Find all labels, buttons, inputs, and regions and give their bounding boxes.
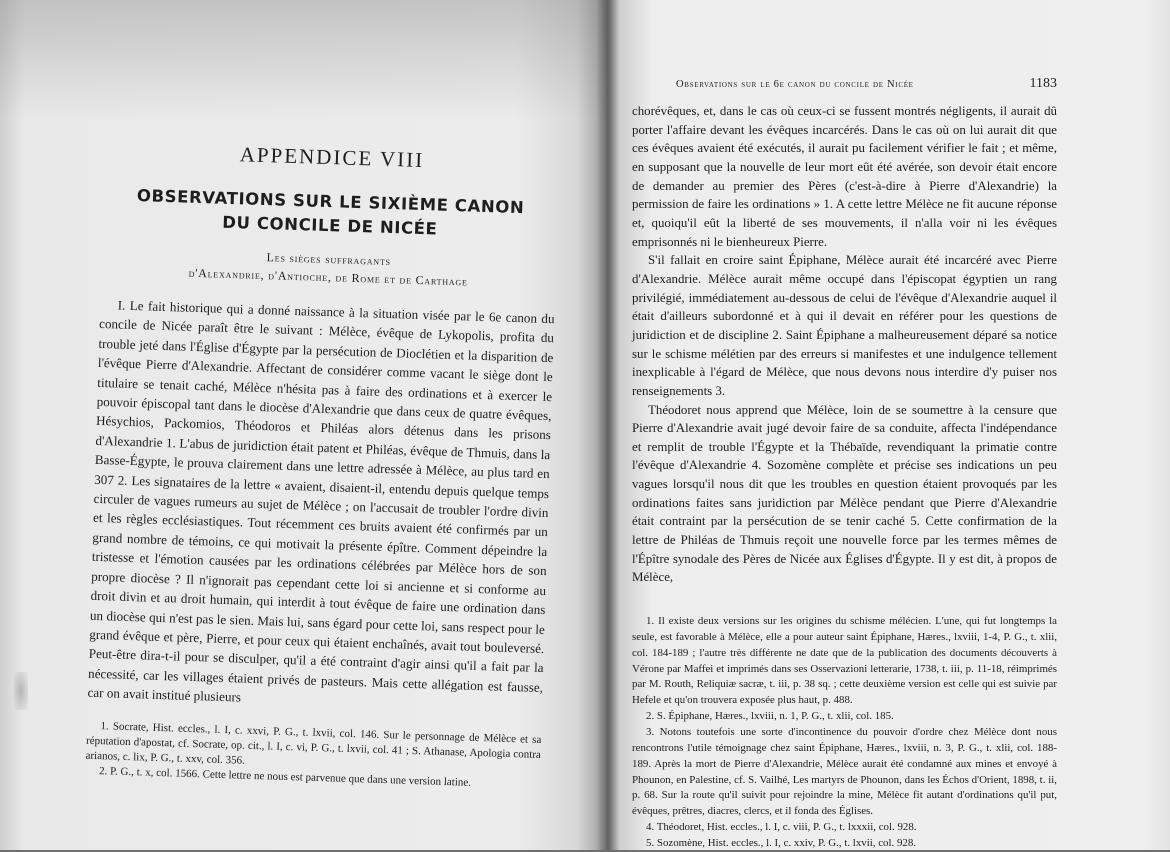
appendix-title: APPENDICE VIII: [239, 142, 425, 173]
page-crease: [14, 672, 28, 710]
right-body-text: [632, 102, 1057, 587]
chapter-title-line-1: OBSERVATIONS SUR LE SIXIÈME CANON: [136, 186, 525, 218]
subtitle-line-2: d'Alexandrie, d'Antioche, de Rome et de Carthage: [188, 265, 468, 289]
left-page-content: [85, 138, 560, 793]
running-head: [632, 74, 1057, 96]
footnote: 1. Il existe deux versions sur les origines du schisme mélécien. L'une, qui fut longtemps la seule, est favorable à Mélèce, elle a pour auteur saint Épiphane, Hæres., lxviii, 1-4, P. G., t. xlii, col. 184-189 ; l'autre très différente ne date que de la publication des documents découverts à Vérone par Maffei et imprimés dans ses Osservazioni letterarie, 1738, t. iii, p. 11-18, réimprimés par M. Routh, Reliquiæ sacræ, t. iii, p. 38 sq. ; cette deuxième version est celle qui est suivie par Hefele et qu'on trouvera exposée plus haut, p. 488.: [632, 615, 1057, 707]
paragraph: chorévêques, et, dans le cas où ceux-ci se fussent montrés négligents, il aurait dû porter l'affaire devant les évêques incarcérés. Dans le cas où on lui aurait dit que ces évêques avaient été exécutés, il aurait pu facilement vérifier le fait ; et même, en supposant que la nouvelle de leur mort eût été avérée, son devoir était encore de demander au premier des Pères (c'est-à-dire à Pierre d'Alexandrie) la permission de faire les ordinations » 1. A cette lettre Mélèce ne fit aucune réponse et, quoiqu'il eût la liberté de ses mouvements, il n'alla voir ni les évêques emprisonnés ni le bienheureux Pierre.: [632, 104, 1057, 249]
right-footnotes: [632, 614, 1057, 852]
footnote: 3. Notons toutefois une sorte d'incontinence du pouvoir d'ordre chez Mélèce dont nous rencontrons l'utile témoignage chez saint Épiphane, Hæres., lxviii, n. 3, P. G., t. xlii, col. 188-189. Après la mort de Pierre d'Alexandrie, Mélèce aurait été condamné aux mines et envoyé à Phounon, en Palestine, cf. S. Vailhé, Les martyrs de Phounon, dans les Échos d'Orient, 1898, t. ii, p. 68. Sur la route qu'il suivit pour rejoindre la mine, Mélèce fit autant d'ordinations qu'il put, évêques, prêtres, diacres, clercs, et il fonda des Églises.: [632, 725, 1057, 818]
book-gutter: [596, 0, 620, 850]
paragraph: Théodoret nous apprend que Mélèce, loin de se soumettre à la censure que Pierre d'Alexandrie avait jugé devoir faire de sa conduite, affecta l'indépendance et remplit de trouble l'Égypte et la Thébaïde, revendiquant la primatie contre l'évêque d'Alexandrie 4. Sozomène complète et précise ses indications un peu vagues lorsqu'il nous dit que les troubles en question étaient provoqués par les ordinations faites sans juridiction par Mélèce pendant que Pierre d'Alexandrie était contraint par la persécution de se tenir caché 5. Cette confirmation de la lettre de Philéas de Thmuis reçoit une nouvelle force par les termes mêmes de l'Épître synodale des Pères de Nicée aux Églises d'Égypte. Il y est dit, à propos de Mélèce,: [632, 402, 1057, 585]
left-body-text: I. Le fait historique qui a donné naissance à la situation visée par le 6e canon du concile de Nicée paraît être le suivant : Mélèce, évêque de Lykopolis, profita du trouble jeté dans l'Église d'Égypte par la persécution de Dioclétien et la disparition de l'évêque Pierre d'Alexandrie. Affectant de considérer comme vacant le siège dont le titulaire se tenait caché, Mélèce n'hésita pas à faire des ordinations et à exercer le pouvoir épiscopal tant dans le diocèse d'Alexandrie que dans ceux de quatre évêques, Hésychios, Packomios, Théodoros et Philéas alors détenus dans les prisons d'Alexandrie 1. L'abus de juridiction était patent et Philéas, évêque de Thmuis, dans la Basse-Égypte, le prouva clairement dans une lettre adressée à Mélèce, au plus tard en 307 2. Les signataires de la lettre « avaient, disaient-il, entendu depuis quelque temps circuler de vagues rumeurs au sujet de Mélèce ; on l'accusait de troubler l'ordre divin et les règles ecclésiastiques. Tout récemment ces bruits avaient été confirmés par un grand nombre de témoins, ce qui motivait la présente épître. Comment dépeindre la tristesse et l'émotion causées par les ordinations célébrées par Mélèce hors de son propre diocèse ? Il n'ignorait pas cependant cette loi si ancienne et si conforme au droit divin et au droit humain, qui interdit à tout évêque de faire une ordination dans un diocèse qui n'est pas le sien. Mais lui, sans égard pour cette loi, sans respect pour le grand évêque et père, Pierre, et pour ceux qui étaient enchaînés, avait tout bouleversé. Peut-être dira-t-il pour se disculper, qu'il a été contraint d'agir ainsi qu'il a fait par la nécessité, car les villages étaient privés de pasteurs. Mais cette allégation est fausse, car on avait institué plusieurs: [87, 297, 555, 705]
chapter-title: [102, 183, 558, 245]
right-page-content: [632, 74, 1057, 852]
chapter-subtitle: [101, 243, 557, 293]
chapter-title-line-2: DU CONCILE DE NICÉE: [221, 212, 438, 239]
footnote: 1. Socrate, Hist. eccles., l. I, c. xxvi, P. G., t. lxvii, col. 146. Sur le personnage de Mélèce et sa réputation d'apostat, cf. Socrate, op. cit., l. I, c. vi, P. G., t. lxvii, col. 41 ; S. Athanase, Apologia contra arianos, c. lix, P. G., t. xxv, col. 356.: [85, 719, 542, 767]
footnote: 4. Théodoret, Hist. eccles., l. I, c. viii, P. G., t. lxxxii, col. 928.: [646, 821, 917, 834]
paragraph: S'il fallait en croire saint Épiphane, Mélèce aurait été incarcéré avec Pierre d'Alexandrie. Mélèce aurait même occupé dans l'épiscopat égyptien un rang privilégié, immédiatement au-dessous de celui de l'évêque d'Alexandrie auquel il était d'ailleurs subordonné et à qui il devait en référer pour les questions de juridiction et de discipline 2. Saint Épiphane a malheureusement déparé sa notice sur le schisme mélétien par des erreurs si manifestes et une indulgence tellement inexplicable à l'égard de Mélèce, que nous devons nous interdire d'y puiser nos renseignements 3.: [632, 253, 1057, 398]
footnote: 2. S. Épiphane, Hæres., lxviii, n. 1, P. G., t. xlii, col. 185.: [646, 710, 894, 723]
footnote: 5. Sozomène, Hist. eccles., l. I, c. xxiv, P. G., t. lxvii, col. 928.: [646, 836, 917, 849]
subtitle-line-1: Les sièges suffragants: [266, 250, 392, 269]
running-head-title: Observations sur le 6e canon du concile de Nicée: [676, 79, 914, 90]
footnote: 2. P. G., t. x, col. 1566. Cette lettre ne nous est parvenue que dans une version latine.: [98, 764, 472, 789]
page-shadow: [0, 0, 607, 120]
page-number: 1183: [1029, 76, 1057, 91]
